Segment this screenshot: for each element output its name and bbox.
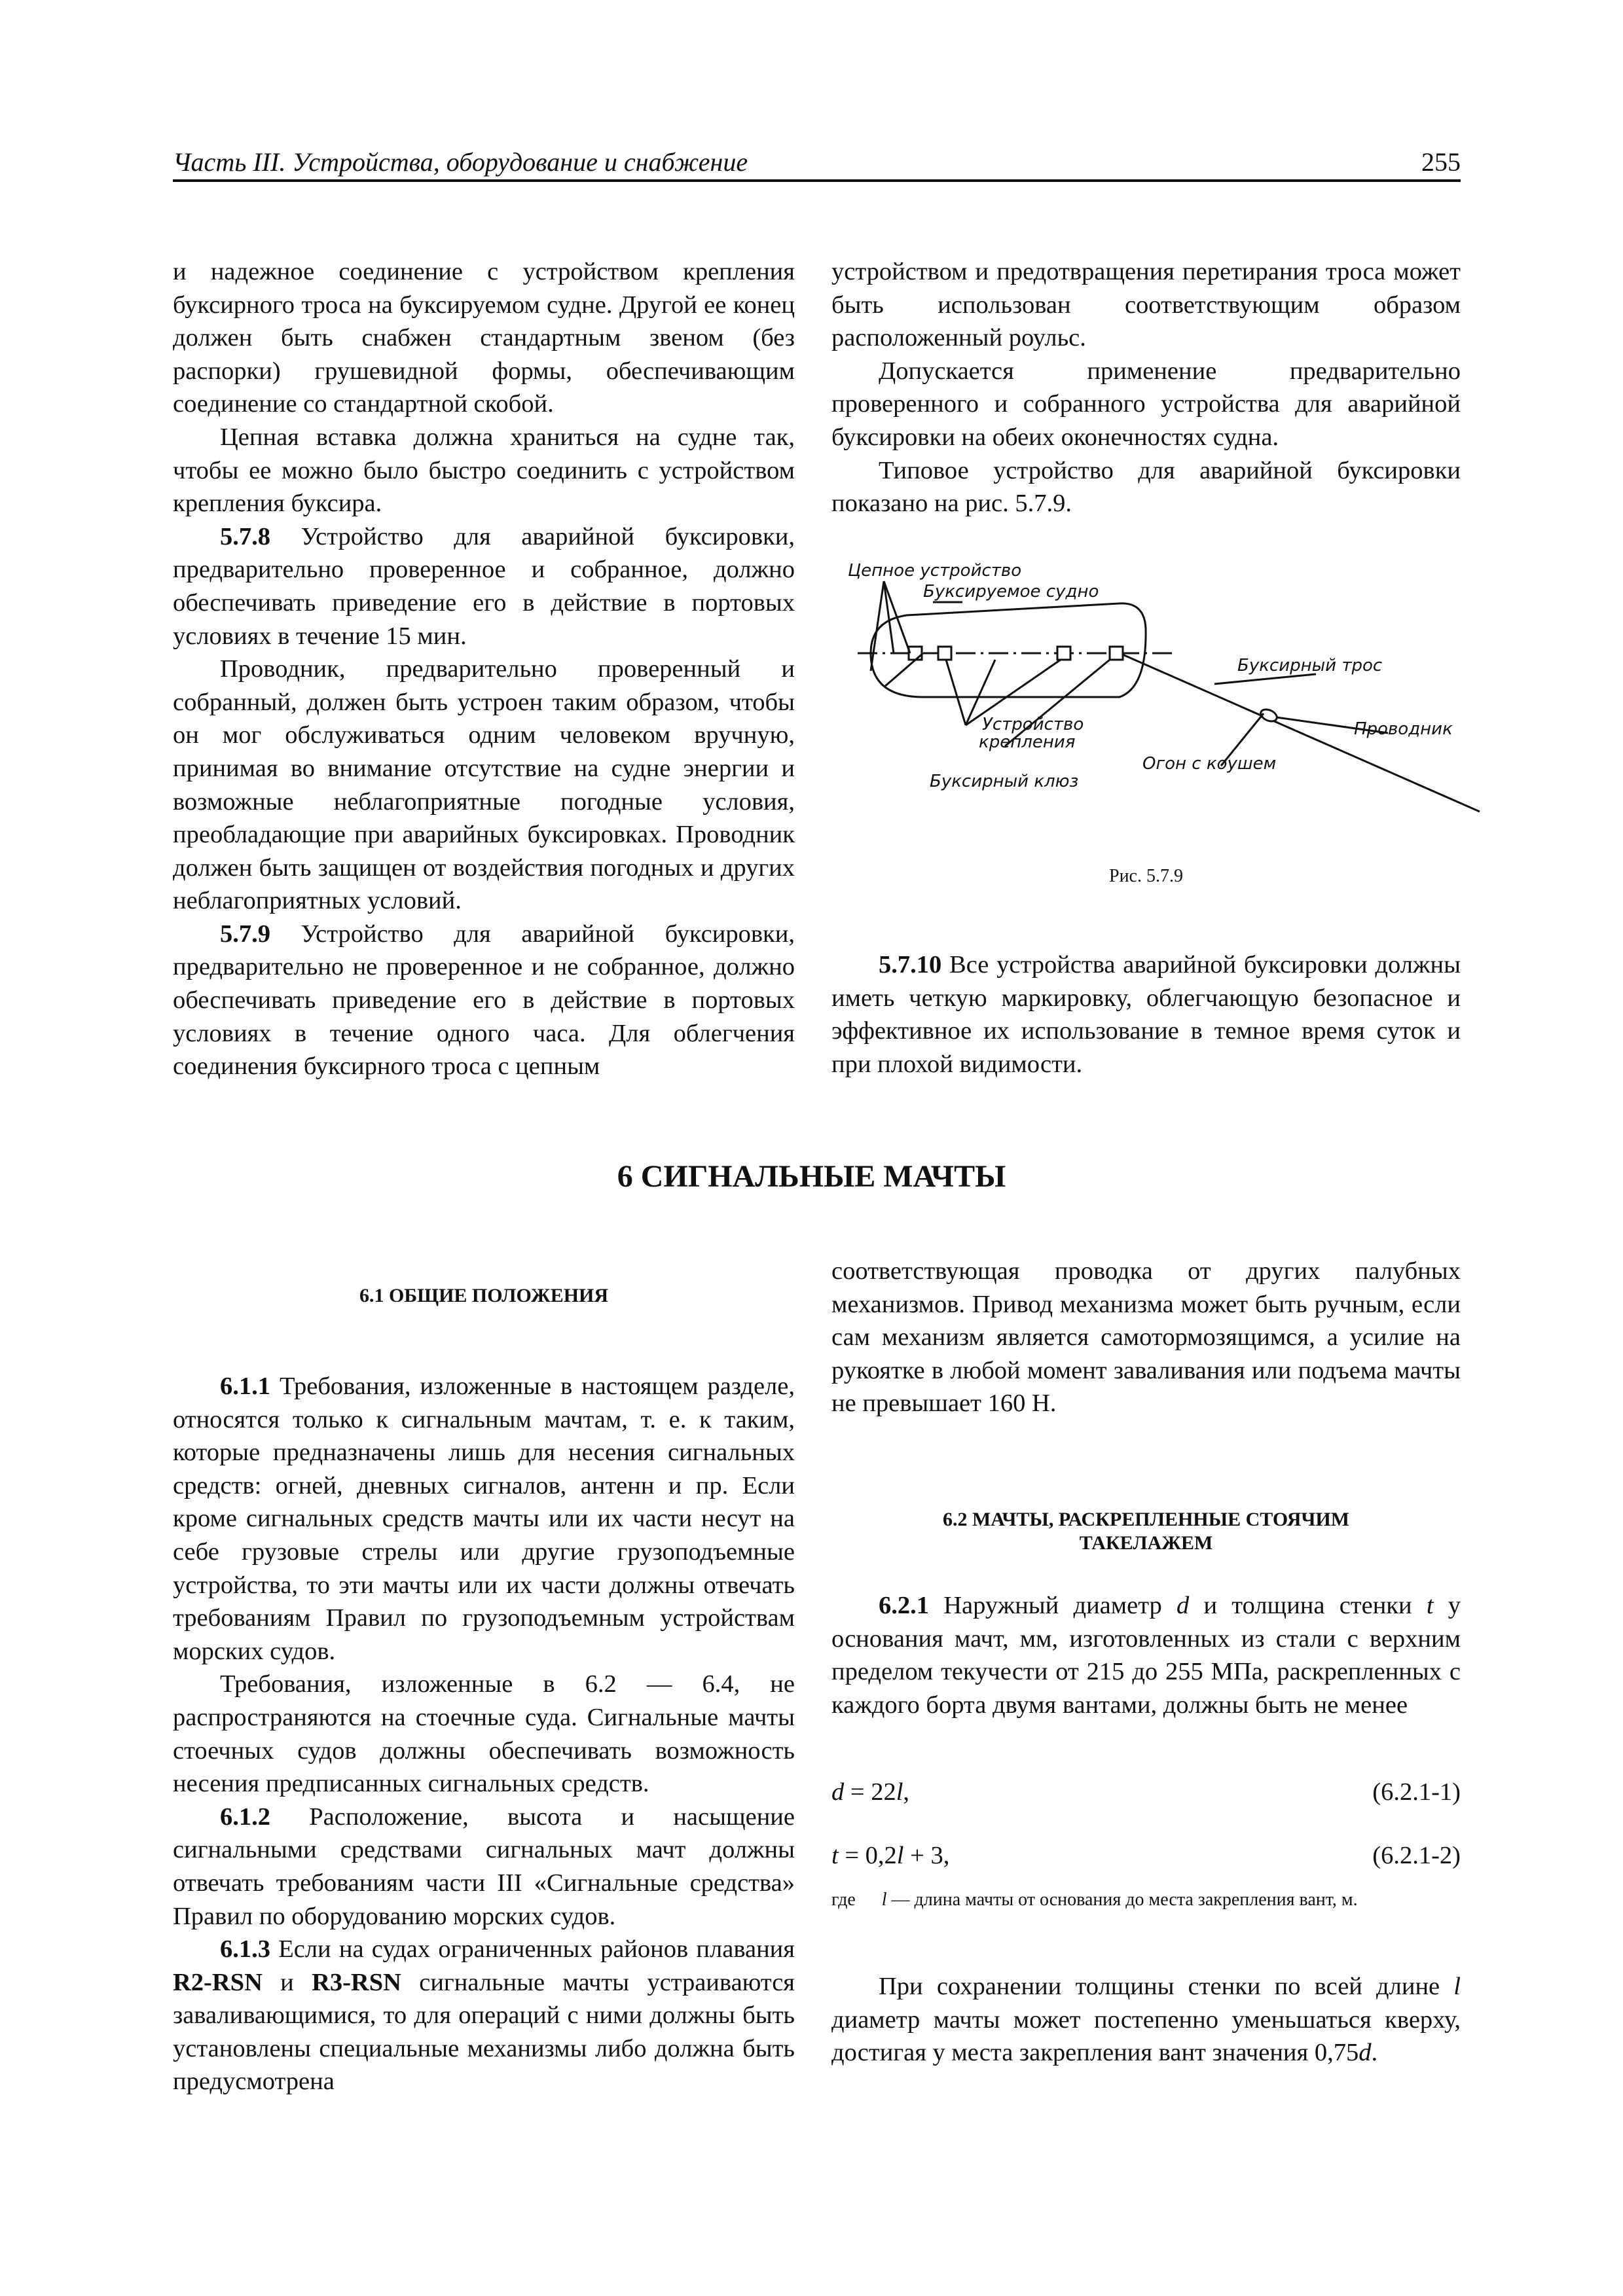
- clause-number: 6.1.2: [220, 1803, 270, 1831]
- symbol-d: d: [1176, 1592, 1190, 1619]
- symbol-d: d: [1359, 2039, 1372, 2067]
- label-towed-ship: Буксируемое судно: [923, 582, 1099, 601]
- upper-right-column: [831, 255, 1461, 520]
- formula-symbol: d: [831, 1778, 845, 1806]
- header-rule: [173, 179, 1461, 182]
- clause-number: 6.1.1: [220, 1372, 270, 1400]
- area-code: R3-RSN: [312, 1968, 401, 1996]
- formula-text: = 22: [844, 1778, 896, 1806]
- subsection-heading-6-2: [831, 1508, 1461, 1555]
- lower-right-column: [831, 1255, 1461, 1420]
- label-pilot-line: Проводник: [1354, 719, 1453, 739]
- formula-text: ,: [903, 1778, 910, 1806]
- clause-text: Все устройства аварийной буксировки должны иметь четкую маркировку, облегчающую безопасное и эффективное их использование в темное время суток и при плохой видимости.: [831, 951, 1461, 1078]
- running-header-title: Часть III. Устройства, оборудование и снабжение: [173, 147, 748, 177]
- clause-text: При сохранении толщины стенки по всей длине: [879, 1973, 1454, 2000]
- subsection-heading-line2: ТАКЕЛАЖЕМ: [1079, 1532, 1213, 1554]
- clause-text: Устройство для аварийной буксировки, предварительно проверенное и собранное, должно обеспечивать приведение его в действие в портовых условиях в течение 15 мин.: [173, 522, 795, 650]
- subsection-heading-line1: 6.2 МАЧТЫ, РАСКРЕПЛЕННЫЕ СТОЯЧИМ: [942, 1509, 1350, 1530]
- attachment-block: [1110, 647, 1123, 660]
- equation-number: (6.2.1-1): [1372, 1778, 1461, 1806]
- paragraph-6-1-1: [173, 1370, 795, 1668]
- label-towing-fairlead: Буксирный клюз: [930, 772, 1079, 791]
- clause-text: Расположение, высота и насыщение сигнальными средствами сигнальных мачт должны отвечать требованиям части III «Сигнальные средства» Правил по оборудованию морских судов.: [173, 1803, 795, 1930]
- clause-text: Наружный диаметр: [929, 1592, 1176, 1619]
- paragraph-6-2-1: [831, 1589, 1461, 1721]
- label-attachment-device-line1: Устройство: [982, 715, 1084, 734]
- leader-line: [946, 660, 966, 725]
- paragraph: [831, 1970, 1461, 2070]
- label-towing-rope: Буксирный трос: [1237, 656, 1383, 675]
- where-word: где: [831, 1890, 856, 1910]
- paragraph-6-1-2: [173, 1801, 795, 1933]
- paragraph: соответствующая проводка от других палубных механизмов. Привод механизма может быть ручным, если сам механизм является самотормозящимся, а усилие на рукоятке в любой момент заваливания или подъема мачты не превышает 160 Н.: [831, 1257, 1461, 1418]
- paragraph: Типовое устройство для аварийной буксировки показано на рис. 5.7.9.: [831, 456, 1461, 518]
- formula-symbol: l: [896, 1778, 903, 1806]
- clause-text: сигнальные мачты устраиваются заваливающимися, то для операций с ними должны быть установлены специальные механизмы либо должна быть предусмотрена: [173, 1968, 795, 2096]
- attachment-block: [938, 647, 951, 660]
- clause-text: Требования, изложенные в настоящем разделе, относятся только к сигнальным мачтам, т. е. к таким, которые предназначены лишь для несения сигнальных средств: огней, дневных сигналов, антенн и пр. Если кроме сигнальных средств мачты или их части несут на себе грузовые стрелы или другие грузоподъемные устройства, то эти мачты или их части должны отвечать требованиям Правил по грузоподъемным устройствам морских судов.: [173, 1372, 795, 1665]
- lower-right-column-6-2-1: [831, 1589, 1461, 1721]
- paragraph: Допускается применение предварительно проверенного и собранного устройства для аварийной буксировки на обеих оконечностях судна.: [831, 357, 1461, 451]
- attachment-block: [1057, 647, 1070, 660]
- paragraph: устройством и предотвращения перетирания троса может быть использован соответствующим образом расположенный роульс.: [831, 258, 1461, 352]
- subsection-heading-6-1: 6.1 ОБЩИЕ ПОЛОЖЕНИЯ: [359, 1285, 609, 1306]
- symbol-l: l: [1453, 1973, 1461, 2000]
- clause-number: 5.7.8: [220, 522, 270, 550]
- paragraph: и надежное соединение с устройством крепления буксирного троса на буксируемом судне. Другой ее конец должен быть снабжен стандартным звеном (без распорки) грушевидной формы, обеспечивающим соединение со стандартной скобой.: [173, 258, 795, 418]
- formula-text: + 3,: [903, 1842, 950, 1869]
- formula-6-2-1-1: [831, 1778, 909, 1806]
- clause-number: 5.7.10: [879, 951, 942, 978]
- upper-right-column-bottom: [831, 948, 1461, 1081]
- label-chain-device: Цепное устройство: [848, 561, 1022, 581]
- paragraph-5-7-10: [831, 948, 1461, 1081]
- paragraph: Цепная вставка должна храниться на судне так, чтобы ее можно было быстро соединить с устройством крепления буксира.: [173, 423, 795, 518]
- paragraph-5-7-9: [173, 918, 795, 1083]
- clause-text: у основания мачт, мм, изготовленных из стали с верхним пределом текучести от 215 до 255 МПа, раскрепленных с каждого борта двумя вантами, должны быть не менее: [831, 1592, 1461, 1719]
- section-title: 6 СИГНАЛЬНЫЕ МАЧТЫ: [617, 1159, 1006, 1194]
- symbol-t: t: [1426, 1592, 1434, 1619]
- clause-number: 5.7.9: [220, 920, 270, 948]
- label-eye-thimble: Огон с коушем: [1142, 754, 1277, 774]
- clause-number: 6.1.3: [220, 1935, 270, 1964]
- figure-caption: Рис. 5.7.9: [1109, 866, 1183, 886]
- formula-symbol: t: [831, 1842, 839, 1869]
- formula-6-2-1-2: [831, 1841, 949, 1870]
- lower-right-column-end: [831, 1970, 1461, 2070]
- label-attachment-device-line2: крепления: [979, 732, 1076, 752]
- leader-line: [884, 653, 923, 687]
- page-number: 255: [1421, 147, 1461, 177]
- clause-text: и толщина стенки: [1189, 1592, 1427, 1619]
- leader-line: [1214, 674, 1316, 684]
- area-code: R2-RSN: [173, 1968, 263, 1996]
- clause-text: диаметр мачты может постепенно уменьшаться кверху, достигая у места закрепления вант значения 0,75: [831, 2005, 1461, 2067]
- clause-text: и: [262, 1968, 312, 1996]
- paragraph-6-1-3: [173, 1933, 795, 2098]
- clause-text: Если на судах ограниченных районов плавания: [270, 1935, 795, 1964]
- formula-symbol: l: [881, 1890, 887, 1910]
- figure-emergency-towing-arrangement: [831, 550, 1486, 825]
- paragraph: Требования, изложенные в 6.2 — 6.4, не распространяются на стоечные суда. Сигнальные мачты стоечных судов должны обеспечивать возможность несения предписанных сигнальных средств.: [173, 1670, 795, 1798]
- lower-left-column: [173, 1370, 795, 2098]
- paragraph-5-7-8: [173, 520, 795, 653]
- clause-text: .: [1371, 2039, 1378, 2067]
- formula-explanation: [831, 1890, 1358, 1910]
- attachment-block: [909, 647, 922, 660]
- paragraph: Проводник, предварительно проверенный и собранный, должен быть устроен таким образом, чтобы он мог обслуживаться одним человеком вручную, принимая во внимание отсутствие на судне энергии и возможные неблагоприятные погодные условия, преобладающие при аварийных буксировках. Проводник должен быть защищен от воздействия погодных и других неблагоприятных условий.: [173, 655, 795, 915]
- where-text: — длина мачты от основания до места закрепления вант, м.: [886, 1890, 1358, 1910]
- clause-number: 6.2.1: [879, 1592, 929, 1619]
- clause-text: Устройство для аварийной буксировки, предварительно не проверенное и не собранное, должно обеспечивать приведение его в действие в портовых условиях в течение одного часа. Для облегчения соединения буксирного троса с цепным: [173, 920, 795, 1081]
- upper-left-column: [173, 255, 795, 1083]
- equation-number: (6.2.1-2): [1372, 1842, 1461, 1869]
- formula-text: = 0,2: [838, 1842, 897, 1869]
- formula-symbol: l: [896, 1842, 904, 1869]
